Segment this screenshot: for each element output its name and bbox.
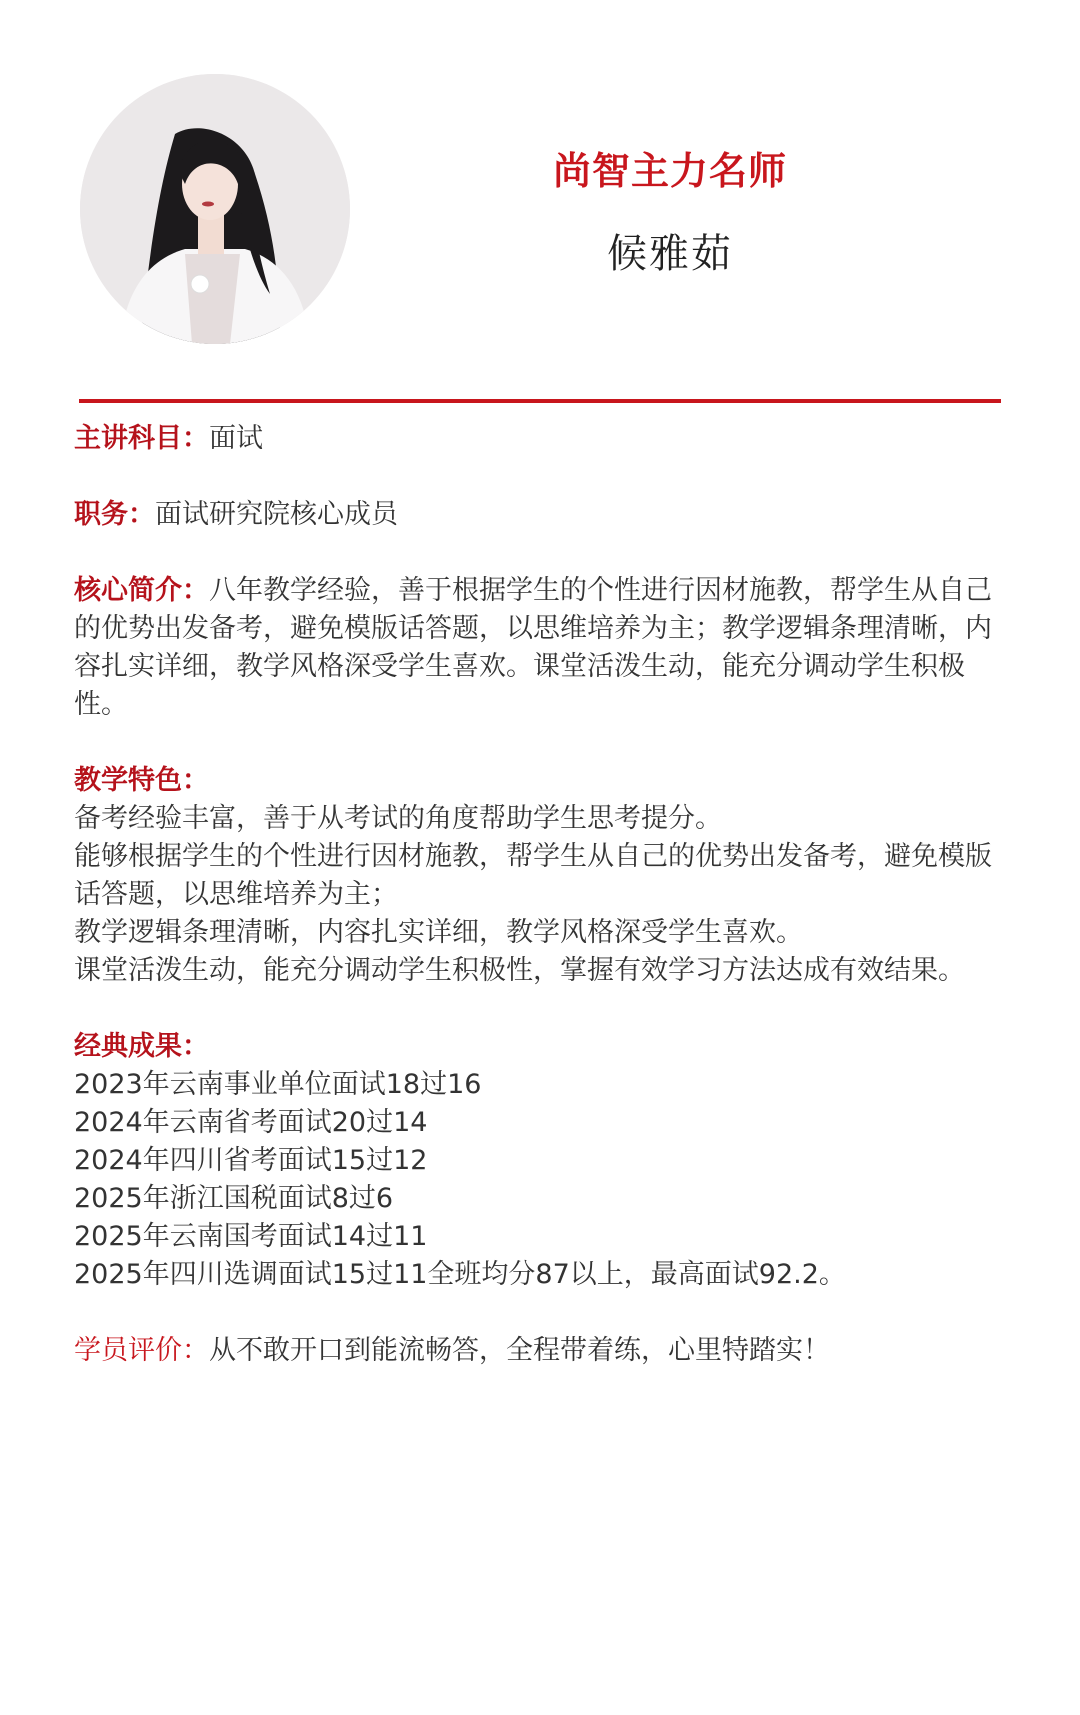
subject-label: 主讲科目： (74, 423, 209, 454)
feature-item: 能够根据学生的个性进行因材施教，帮学生从自己的优势出发备考，避免模版话答题，以思维培养为主； (74, 841, 992, 910)
features-section (74, 762, 1004, 990)
result-item: 2025年四川选调面试15过11全班均分87以上，最高面试92.2。 (74, 1259, 846, 1290)
teacher-portrait-icon (80, 74, 350, 344)
results-section (74, 1028, 1004, 1294)
result-item: 2023年云南事业单位面试18过16 (74, 1069, 482, 1100)
review-text: 从不敢开口到能流畅答，全程带着练，心里特踏实！ (209, 1335, 830, 1366)
features-label: 教学特色： (74, 765, 209, 796)
review-label: 学员评价： (74, 1335, 209, 1366)
position-value: 面试研究院核心成员 (155, 499, 398, 530)
intro-text: 八年教学经验，善于根据学生的个性进行因材施教，帮学生从自己的优势出发备考，避免模版话答题，以思维培养为主；教学逻辑条理清晰，内容扎实详细，教学风格深受学生喜欢。课堂活泼生动，能充分调动学生积极性。 (74, 575, 992, 720)
teacher-avatar (80, 74, 350, 344)
subject-value: 面试 (209, 423, 263, 454)
teacher-name: 候雅茹 (607, 231, 733, 277)
position-section (74, 496, 1004, 534)
feature-item: 教学逻辑条理清晰，内容扎实详细，教学风格深受学生喜欢。 (74, 917, 803, 948)
feature-item: 课堂活泼生动，能充分调动学生积极性，掌握有效学习方法达成有效结果。 (74, 955, 965, 986)
result-item: 2024年四川省考面试15过12 (74, 1145, 428, 1176)
result-item: 2024年云南省考面试20过14 (74, 1107, 428, 1138)
intro-label: 核心简介： (74, 575, 209, 606)
results-label: 经典成果： (74, 1031, 209, 1062)
result-item: 2025年浙江国税面试8过6 (74, 1183, 394, 1214)
feature-item: 备考经验丰富，善于从考试的角度帮助学生思考提分。 (74, 803, 722, 834)
page-title: 尚智主力名师 (552, 149, 787, 193)
intro-section (74, 572, 1004, 724)
divider (79, 399, 1001, 403)
profile-content (74, 420, 1004, 1408)
subject-section (74, 420, 1004, 458)
result-item: 2025年云南国考面试14过11 (74, 1221, 428, 1252)
review-section (74, 1332, 1004, 1370)
position-label: 职务： (74, 499, 155, 530)
